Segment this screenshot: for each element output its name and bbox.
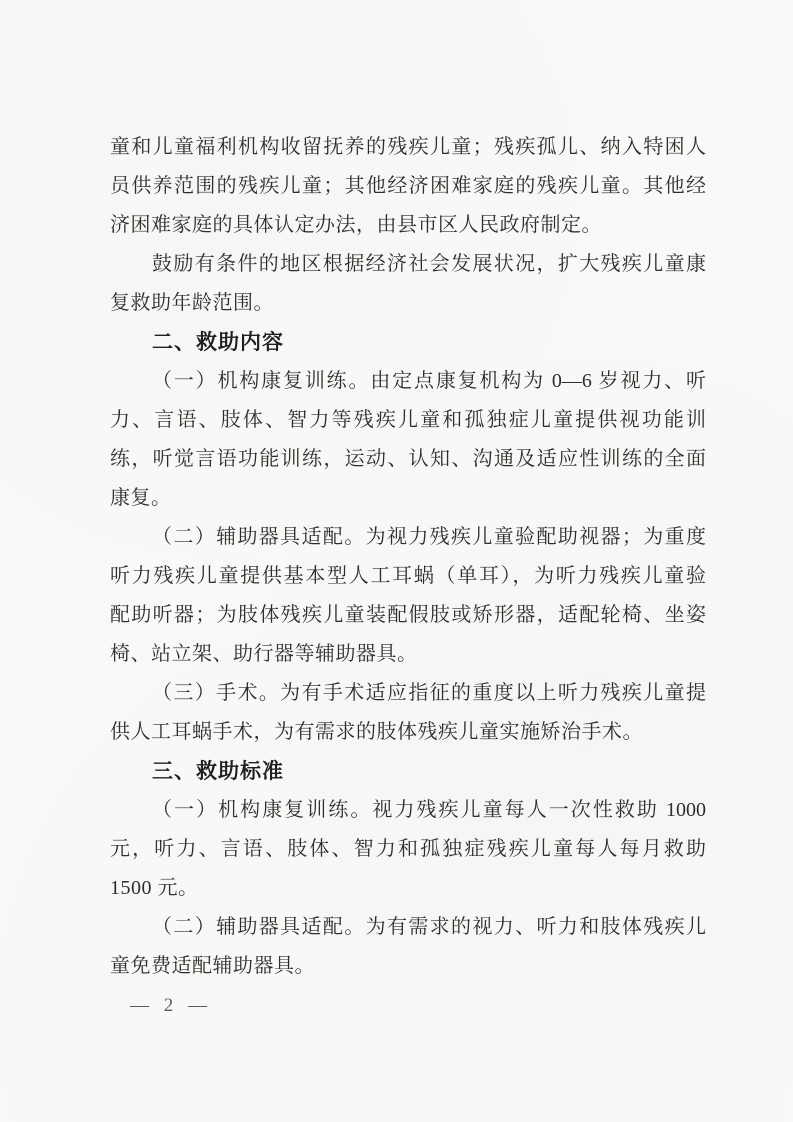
text-line: 1500 元。	[110, 877, 199, 899]
paragraph	[110, 791, 706, 908]
text-line: 供人工耳蜗手术，为有需求的肢体残疾儿童实施矫治手术。	[110, 721, 643, 743]
text-line: （二）辅助器具适配。为有需求的视力、听力和肢体残疾儿	[152, 916, 706, 938]
text-line: （一）机构康复训练。由定点康复机构为 0—6 岁视力、听	[152, 370, 706, 392]
text-line: （三）手术。为有手术适应指征的重度以上听力残疾儿童提	[152, 682, 706, 704]
text-line: 童和儿童福利机构收留抚养的残疾儿童；残疾孤儿、纳入特困人	[110, 136, 706, 158]
paragraph	[110, 674, 706, 752]
text-line: 椅、站立架、助行器等辅助器具。	[110, 643, 418, 665]
text-line: 童免费适配辅助器具。	[110, 955, 315, 977]
paragraph	[110, 908, 706, 986]
text-line: 鼓励有条件的地区根据经济社会发展状况，扩大残疾儿童康	[152, 253, 706, 275]
paragraph	[110, 518, 706, 674]
text-line: （一）机构康复训练。视力残疾儿童每人一次性救助 1000	[152, 799, 706, 821]
text-line: 配助听器；为肢体残疾儿童装配假肢或矫形器，适配轮椅、坐姿	[110, 604, 706, 626]
page-number: — 2 —	[130, 995, 212, 1016]
text-line: 员供养范围的残疾儿童；其他经济困难家庭的残疾儿童。其他经	[110, 175, 706, 197]
text-line: 力、言语、肢体、智力等残疾儿童和孤独症儿童提供视功能训	[110, 409, 706, 431]
text-line: 济困难家庭的具体认定办法，由县市区人民政府制定。	[110, 214, 602, 236]
text-line: 练，听觉言语功能训练，运动、认知、沟通及适应性训练的全面	[110, 448, 706, 470]
section	[110, 323, 706, 362]
paragraph	[110, 245, 706, 323]
text-line: 听力残疾儿童提供基本型人工耳蜗（单耳），为听力残疾儿童验	[110, 565, 706, 587]
paragraph	[110, 128, 706, 245]
text-line: （二）辅助器具适配。为视力残疾儿童验配助视器；为重度	[152, 526, 706, 548]
section-heading: 三、救助标准	[152, 760, 284, 783]
section	[110, 752, 706, 791]
text-line: 复救助年龄范围。	[110, 292, 274, 314]
paragraph	[110, 362, 706, 518]
text-line: 元，听力、言语、肢体、智力和孤独症残疾儿童每人每月救助	[110, 838, 706, 860]
document-text-block	[110, 128, 706, 1025]
section-heading: 二、救助内容	[152, 331, 284, 354]
text-line: 康复。	[110, 487, 172, 509]
